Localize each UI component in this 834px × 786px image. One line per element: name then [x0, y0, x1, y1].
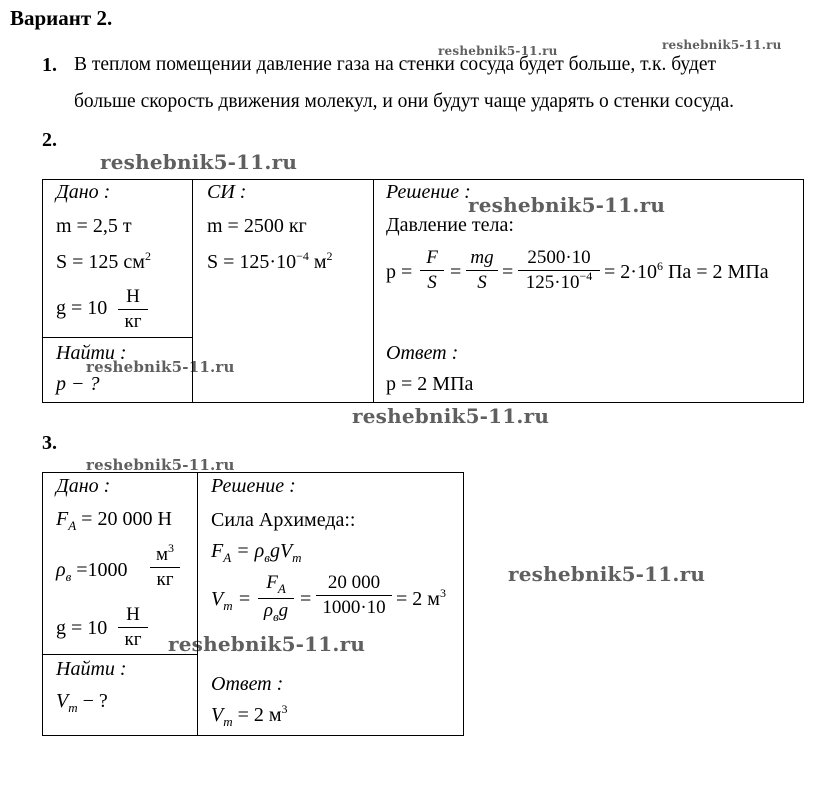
watermark: reshebnik5-11.ru	[662, 38, 782, 52]
answer-label: Ответ :	[386, 342, 459, 364]
find-value: $V_т$ − ?	[56, 690, 108, 715]
given-label: Дано :	[56, 181, 111, 203]
task1-line1: В теплом помещении давление газа на стенки сосуда будет больше, т.к. будет	[74, 54, 717, 75]
answer: $V_т = 2$ $м^3$	[211, 702, 288, 729]
find-label: Найти :	[56, 658, 127, 680]
given-g-unit: Н кг	[118, 286, 148, 333]
watermark: reshebnik5-11.ru	[100, 150, 298, 174]
si-S: $S = 125\cdot 10^{-4}$ $м^2$	[207, 249, 333, 273]
table-divider	[373, 179, 374, 403]
solution-text: Сила Архимеда::	[211, 509, 356, 531]
equals: =	[502, 261, 514, 283]
page-title: Вариант 2.	[10, 6, 113, 30]
fraction-values: 20 000 1000·10	[316, 572, 392, 619]
given-rho: $\rho_в =1000$	[56, 559, 128, 584]
given-S: S = 125 $см^2$	[56, 249, 151, 273]
watermark: reshebnik5-11.ru	[168, 632, 366, 656]
si-m: m = 2500 кг	[207, 215, 307, 237]
answer: p = 2 МПа	[386, 373, 474, 395]
fraction-F-S: F S	[420, 247, 444, 294]
solution-label: Решение :	[211, 475, 296, 497]
given-g: g = 10	[56, 617, 108, 639]
fraction-FA-rho-g: $F_A$ $\rho_вg$	[258, 572, 294, 625]
given-g-unit: Н кг	[118, 604, 148, 651]
find-label: Найти :	[56, 342, 127, 364]
fraction-mg-S: mg S	[466, 247, 498, 294]
table-divider	[197, 472, 198, 736]
formula-volume: $V_т$ =	[211, 588, 252, 613]
table-divider	[192, 179, 193, 403]
result: = 2 $м^3$	[396, 586, 446, 610]
task1-number: 1.	[42, 54, 57, 76]
equals: =	[300, 588, 312, 610]
solution-label: Решение :	[386, 181, 471, 203]
watermark: reshebnik5-11.ru	[438, 44, 558, 58]
given-FA: $F_A = 20$ 000 Н	[56, 508, 172, 533]
answer-label: Ответ :	[211, 673, 284, 695]
si-label: СИ :	[207, 181, 247, 203]
task3-number: 3.	[42, 432, 57, 454]
watermark: reshebnik5-11.ru	[352, 404, 550, 428]
watermark: reshebnik5-11.ru	[86, 358, 235, 376]
given-g: g = 10	[56, 297, 108, 319]
watermark: reshebnik5-11.ru	[86, 456, 235, 474]
given-rho-unit: $м^3$ кг	[150, 544, 180, 591]
equals: =	[450, 261, 462, 283]
watermark: reshebnik5-11.ru	[508, 562, 706, 586]
solution-text: Давление тела:	[386, 214, 514, 236]
formula-p: p =	[386, 261, 413, 283]
task2-number: 2.	[42, 129, 57, 151]
task1-line2: больше скорость движения молекул, и они будут чаще ударять о стенки сосуда.	[74, 91, 734, 112]
table-divider	[42, 654, 197, 655]
fraction-values: 2500·10 $125\cdot 10^{-4}$	[518, 247, 600, 294]
given-label: Дано :	[56, 475, 111, 497]
find-value: p − ?	[56, 373, 100, 395]
given-m: m = 2,5 т	[56, 215, 132, 237]
result: = $2\cdot 10^6$ Па = 2 МПа	[604, 259, 769, 283]
table-divider	[42, 337, 192, 338]
formula-archimedes: $F_A = \rho_вgV_т$	[211, 540, 302, 565]
watermark: reshebnik5-11.ru	[468, 193, 666, 217]
